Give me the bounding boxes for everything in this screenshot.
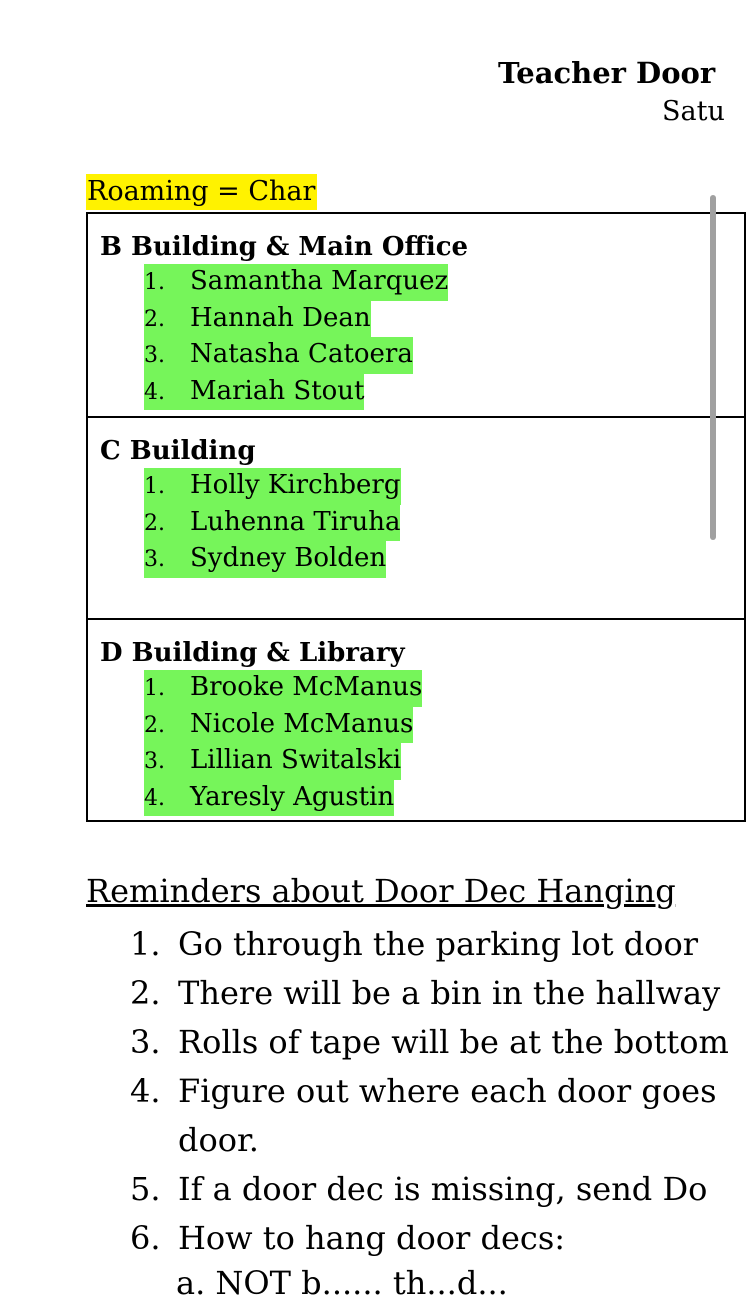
list-number: 2. <box>144 510 165 536</box>
reminder-text: How to hang door decs: <box>178 1219 566 1257</box>
list-number: 3. <box>144 547 165 572</box>
name-list <box>100 468 744 578</box>
list-number: 2. <box>144 712 165 738</box>
vertical-scrollbar[interactable] <box>710 195 716 540</box>
list-item <box>144 374 744 411</box>
list-number: 1. <box>130 925 161 963</box>
list-item <box>130 969 750 1018</box>
teacher-name: Lillian Switalski <box>190 745 402 775</box>
reminders-heading: Reminders about Door Dec Hanging <box>86 872 676 910</box>
teacher-name: Mariah Stout <box>190 375 365 406</box>
list-number: 6. <box>130 1219 161 1257</box>
teacher-name: Natasha Catoera <box>190 339 413 369</box>
list-number: 1. <box>144 676 165 701</box>
table-cell <box>87 619 745 821</box>
reminder-text: Rolls of tape will be at the bottom <box>178 1023 729 1061</box>
document-title: Teacher Door <box>498 56 716 90</box>
list-number: 4. <box>144 785 165 811</box>
list-item <box>144 707 744 744</box>
section-heading-b-building: B Building & Main Office <box>100 232 469 262</box>
table-cell <box>87 417 745 619</box>
document-subtitle: Satu <box>662 96 725 127</box>
name-list <box>100 670 744 816</box>
list-item <box>144 264 744 301</box>
list-item <box>144 301 744 338</box>
cutoff-text: a. NOT b...... th...d... <box>176 1264 508 1302</box>
list-number: 2. <box>144 306 165 332</box>
list-item <box>144 780 744 817</box>
list-number: 1. <box>144 474 165 499</box>
name-list <box>100 264 744 410</box>
teacher-name: Yaresly Agustin <box>190 781 395 812</box>
list-item <box>144 468 744 505</box>
list-number: 3. <box>144 749 165 774</box>
list-item <box>144 743 744 780</box>
reminders-list <box>130 920 750 1263</box>
list-number: 1. <box>144 270 165 295</box>
table-row <box>87 619 745 821</box>
section-heading-d-building: D Building & Library <box>100 638 405 668</box>
list-number: 2. <box>130 974 161 1012</box>
list-number: 3. <box>130 1023 161 1061</box>
list-number: 3. <box>144 343 165 368</box>
table-row <box>87 213 745 417</box>
roaming-note: Roaming = Char <box>86 174 317 210</box>
table-cell <box>87 213 745 417</box>
teacher-name: Holly Kirchberg <box>190 470 401 500</box>
reminder-text: There will be a bin in the hallway <box>178 974 721 1012</box>
teacher-name: Luhenna Tiruha <box>190 506 401 537</box>
list-item <box>144 337 744 374</box>
list-item <box>130 1018 750 1067</box>
list-item <box>144 505 744 542</box>
reminder-text-continued: door. <box>178 1121 259 1159</box>
table-row <box>87 417 745 619</box>
teacher-name: Sydney Bolden <box>190 543 387 573</box>
teacher-name: Hannah Dean <box>190 302 371 333</box>
list-number: 4. <box>144 379 165 405</box>
list-item <box>144 670 744 707</box>
teacher-name: Nicole McManus <box>190 708 414 739</box>
list-item <box>130 1214 750 1263</box>
list-number: 5. <box>130 1170 161 1208</box>
list-number: 4. <box>130 1072 161 1110</box>
teacher-name: Brooke McManus <box>190 672 423 702</box>
list-item <box>130 1067 750 1165</box>
reminder-text: If a door dec is missing, send Do <box>178 1170 708 1208</box>
teacher-name: Samantha Marquez <box>190 266 449 296</box>
list-item <box>130 1165 750 1214</box>
reminder-text: Go through the parking lot door <box>178 925 699 963</box>
assignment-table <box>86 212 746 822</box>
list-item <box>144 541 744 578</box>
list-item <box>130 920 750 969</box>
reminder-text: Figure out where each door goes <box>178 1072 717 1110</box>
section-heading-c-building: C Building <box>100 436 256 466</box>
